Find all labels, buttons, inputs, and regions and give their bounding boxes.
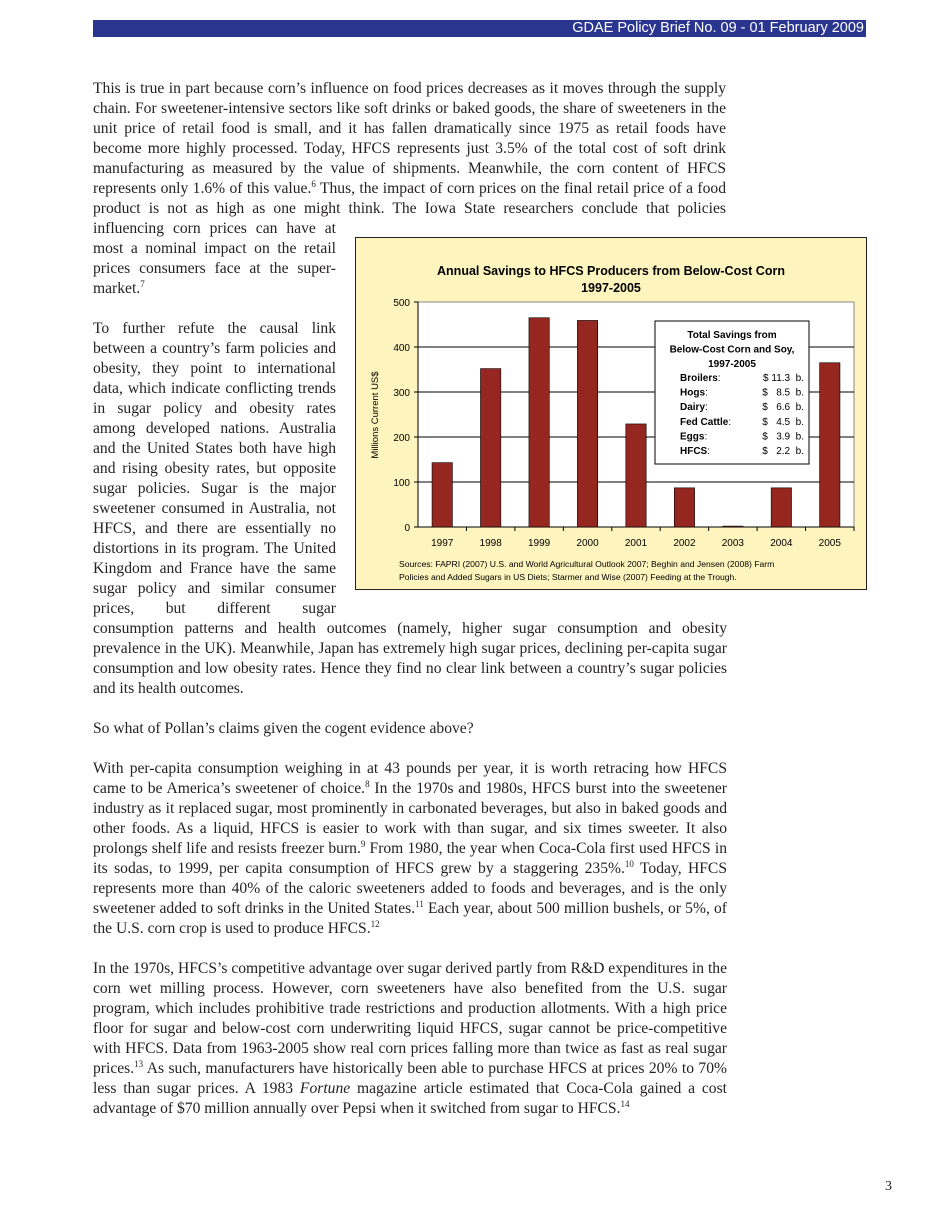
x-tick-label: 1999 xyxy=(527,538,551,549)
bar xyxy=(480,369,500,527)
text-run: Today, HFCS represents more than 40% of the caloric sweeteners added to foods and beverages, and is the only sweetener added to soft drinks in the United States. xyxy=(93,860,727,917)
bar xyxy=(820,363,840,527)
bar xyxy=(626,424,646,527)
inset-row-value: $ 11.3 b. xyxy=(763,373,804,384)
chart-svg xyxy=(356,238,866,589)
inset-row-colon: : xyxy=(704,431,708,443)
y-tick-label: 300 xyxy=(393,388,410,399)
y-tick-label: 0 xyxy=(404,523,410,534)
inset-row-colon: : xyxy=(717,373,721,384)
inset-row-value: $ 8.5 b. xyxy=(762,387,804,399)
bar xyxy=(577,320,597,527)
page-number: 3 xyxy=(885,1179,892,1194)
inset-title: Below-Cost Corn and Soy, xyxy=(669,344,795,356)
bar xyxy=(432,463,452,527)
inset-row-label-group xyxy=(680,388,708,399)
footnote-ref: 8 xyxy=(365,779,370,789)
footnote-ref: 7 xyxy=(140,279,145,289)
inset-row-label-group xyxy=(680,402,708,413)
text-run: So what of Pollan’s claims given the cogent evidence above? xyxy=(93,720,474,737)
inset-row-label: HFCS xyxy=(680,446,708,457)
inset-title: Total Savings from xyxy=(687,330,777,341)
inset-row-label: Hogs xyxy=(680,387,705,399)
x-tick-label: 1998 xyxy=(479,538,502,549)
inset-row-value: $ 4.5 b. xyxy=(762,416,804,428)
header-bar xyxy=(93,20,866,37)
bar xyxy=(674,488,694,527)
footnote-ref: 14 xyxy=(620,1099,630,1109)
inset-row-label: Dairy xyxy=(680,402,706,414)
x-tick-label: 2000 xyxy=(576,538,599,549)
x-tick-label: 2001 xyxy=(624,538,648,549)
y-tick-label: 500 xyxy=(393,298,410,309)
footnote-ref: 6 xyxy=(311,179,316,189)
chart-subtitle: 1997-2005 xyxy=(581,281,641,295)
inset-row-label: Fed Cattle xyxy=(680,416,729,428)
inset-row-label: Eggs xyxy=(680,431,705,443)
footnote-ref: 11 xyxy=(415,899,424,909)
bar xyxy=(529,318,549,527)
text-run: Each year, about 500 million bushels, or 5%, of the U.S. corn crop is used to produce HFCS. xyxy=(93,900,727,937)
inset-row-value: $ 2.2 b. xyxy=(762,446,804,457)
inset-row-label: Broilers xyxy=(680,373,718,384)
y-axis-label: Millions Current US$ xyxy=(370,371,381,459)
chart-source: Policies and Added Sugars in US Diets; Starmer and Wise (2007) Feeding at the Trough. xyxy=(399,572,737,582)
y-tick-label: 400 xyxy=(393,343,410,354)
footnote-ref: 12 xyxy=(370,919,380,929)
x-tick-label: 2005 xyxy=(818,538,841,549)
inset-row-colon: : xyxy=(705,402,708,414)
inset-row-label-group xyxy=(680,373,721,384)
text-run: With per-capita consumption weighing in at 43 pounds per year, it is worth retracing how HFCS came to be America’s sweetener of choice. xyxy=(93,760,727,797)
text-run: magazine article estimated that Coca-Cola gained a cost advantage of $70 million annually over Pepsi when it switched from sugar to HFCS. xyxy=(93,1080,728,1117)
chart-source: Sources: FAPRI (2007) U.S. and World Agricultural Outlook 2007; Beghin and Jensen (2008) Farm xyxy=(399,559,775,569)
inset-row-label-group xyxy=(680,417,731,428)
y-tick-label: 100 xyxy=(393,478,410,489)
bar-chart xyxy=(355,237,867,590)
inset-row-label-group xyxy=(680,431,707,442)
header-title: GDAE Policy Brief No. 09 - 01 February 2009 xyxy=(572,20,864,36)
footnote-ref: 10 xyxy=(624,859,634,869)
text-run: In the 1970s and 1980s, HFCS burst into the sweetener industry as it replaced sugar, most prominently in carbonated beverages, but also in baked goods and other foods. As a liquid, HFCS is easier to work with than sugar, and six times sweeter. It also prolongs shelf life and resists freezer burn. xyxy=(93,780,728,857)
inset-row-value: $ 6.6 b. xyxy=(762,402,804,414)
text-run: To further refute the causal link between a country’s farm policies and obesity, they point to international data, which indicate conflicting trends in sugar policy and obesity rates among developed nations. Australia and the United States both have high and rising obesity rates, but opposite sugar policies. Sugar is the major sweetener consumed in Australia, not HFCS, and there are essentially no distortions in its program. The United Kingdom and France have the same sugar policy and similar consumer prices, but different sugar consumption patterns and health outcomes (namely, higher sugar consumption and obesity prevalence in the UK). Meanwhile, Japan has extremely high sugar prices, declining per-capita sugar consumption and low obesity rates. Hence they find no clear link between a country’s sugar policies and its health outcomes. xyxy=(93,320,727,697)
x-tick-label: 2002 xyxy=(673,538,696,549)
inset-row-label-group xyxy=(680,446,710,457)
x-tick-label: 2003 xyxy=(721,538,745,549)
bar xyxy=(771,488,791,527)
paragraph xyxy=(93,719,727,739)
x-tick-label: 2004 xyxy=(770,538,793,549)
y-tick-label: 200 xyxy=(393,433,410,444)
inset-row-colon: : xyxy=(728,416,732,428)
italic-run: Fortune xyxy=(299,1080,351,1097)
bar xyxy=(723,526,743,527)
inset-title: 1997-2005 xyxy=(708,359,756,370)
text-run: From 1980, the year when Coca-Cola first used HFCS in its sodas, to 1999, per capita consumption of HFCS grew by a staggering 235%. xyxy=(93,840,727,877)
inset-row-colon: : xyxy=(707,446,711,457)
inset-row-colon: : xyxy=(705,387,708,399)
footnote-ref: 13 xyxy=(134,1059,144,1069)
float-spacer xyxy=(726,79,727,219)
footnote-ref: 9 xyxy=(360,839,366,849)
text-run: This is true in part because corn’s influence on food prices decreases as it moves through the supply chain. For sweetener-intensive sectors like soft drinks or baked goods, the share of sweeteners in the unit price of retail food is small, and it has fallen dramatically since 1975 as retail foods have become more highly processed. Today, HFCS represents just 3.5% of the total cost of soft drink manufacturing as measured by the value of shipments. Meanwhile, the corn content of HFCS represents only 1.6% of this value. xyxy=(93,80,726,197)
text-run: Thus, the impact of corn prices on the final retail price of a food product is not as high as one might think. The Iowa State researchers conclude that policies influencing corn prices can have at most a nominal impact on the retail prices consumers face at the super-market. xyxy=(93,180,726,297)
paragraph xyxy=(93,959,727,1119)
chart-title: Annual Savings to HFCS Producers from Below-Cost Corn xyxy=(437,264,785,278)
text-run: In the 1970s, HFCS’s competitive advantage over sugar derived partly from R&D expenditures in the corn wet milling process. However, corn sweeteners have also benefited from the U.S. sugar program, which includes prohibitive trade restrictions and production allotments. With a high price floor for sugar and below-cost corn underwriting liquid HFCS, sugar cannot be price-competitive with HFCS. Data from 1963-2005 show real corn prices falling more than twice as fast as real sugar prices. xyxy=(93,960,727,1077)
x-tick-label: 1997 xyxy=(431,538,454,549)
inset-row-value: $ 3.9 b. xyxy=(762,431,804,443)
text-run: As such, manufacturers have historically been able to purchase HFCS at prices 20% to 70% less than sugar prices. A 1983 xyxy=(93,1060,727,1097)
paragraph xyxy=(93,759,727,939)
